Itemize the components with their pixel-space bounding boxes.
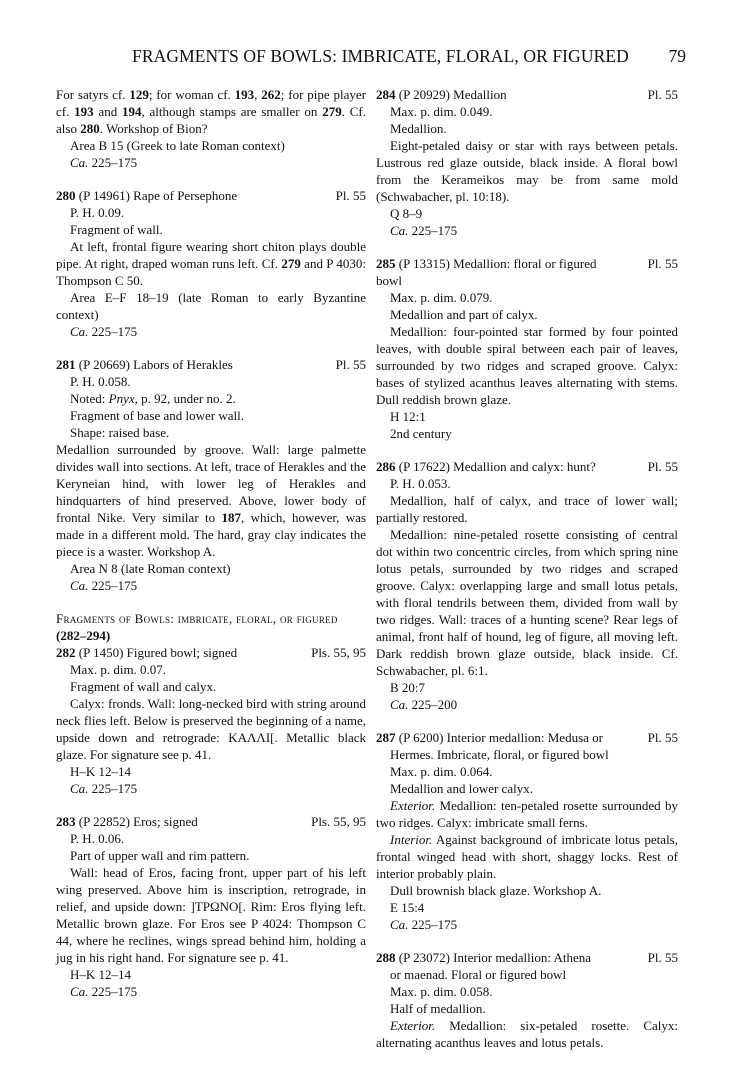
catalog-number: 283 [56,814,76,829]
catalog-entry-281 [56,356,366,594]
date [56,983,366,1000]
text-run: (P 13315) Medallion: floral or figured bowl [376,256,597,288]
entry-heading [376,729,678,763]
text-run: (P 17622) Medallion and calyx: hunt? [395,459,596,474]
left-column [56,86,366,1016]
catalog-entry-288 [376,949,678,1051]
description: Wall: head of Eros, facing front, upper part of his left wing preserved. Above him is inscription, retrograde, in relief, and upside down: ]ΤΡΩΝΟ[. Rim: Eros flying left. Metallic brown glaze. For Eros see P 4024: Thompson C 44, where he reclines, wings spread behind him, holding a jug in his right hand. For signature see p. 41. [56,865,366,965]
catalog-number: 279 [281,256,301,271]
plate-reference: Pl. 55 [647,950,678,965]
italic-text: Exterior. [390,1018,436,1033]
catalog-entry-282 [56,644,366,797]
text-run: 225–175 [88,781,138,796]
plate-reference: Pl. 55 [647,459,678,474]
dimensions: Max. p. dim. 0.064. [390,764,493,779]
italic-text: Exterior. [390,798,436,813]
catalog-entry-286 [376,458,678,713]
plate-reference: Pl. 55 [647,730,678,745]
description: Calyx: fronds. Wall: long-necked bird with string around neck flies left. Below is preserved the beginning of a name, upside down and retrograde: ΚΑΛΛΙ[. Metallic black glaze. For signature see p. 41. [56,696,366,762]
text-run: 225–175 [408,223,458,238]
page-number: 79 [668,46,686,66]
interior-description [376,831,678,882]
text-run: or maenad. Floral or figured bowl [390,967,567,982]
italic-text: Ca. [70,155,89,170]
text-run: (P 1450) Figured bowl; signed [75,645,238,660]
catalog-number: 287 [376,730,396,745]
text-run: and P 4030: Thompson C 50. [56,256,366,288]
catalog-number: 193 [234,87,255,102]
preservation: Part of upper wall and rim pattern. [70,848,250,863]
text-run: . Cf. also [56,104,366,136]
findspot: Area N 8 (late Roman context) [70,561,231,576]
dimensions: Max. p. dim. 0.079. [390,290,493,305]
entry-heading [376,255,678,289]
entry-heading [56,187,366,204]
preservation: Fragment of wall and calyx. [70,679,217,694]
date [56,154,366,171]
date [56,780,366,797]
entry-heading [376,86,678,103]
text-run: Against background of imbricate lotus petals, frontal winged head with short, shaggy locks. Rest of interior probably plain. [376,832,678,881]
preservation: Medallion and lower calyx. [390,781,533,796]
description [56,441,366,560]
italic-text: Ca. [70,984,89,999]
description [56,238,366,289]
text-run: At left, frontal figure wearing short chiton plays double pipe. At right, draped woman runs left. Cf. [56,239,366,271]
findspot: Area E–F 18–19 (late Roman to early Byzantine context) [56,290,366,322]
text-run: (P 23072) Interior medallion: Athena [395,950,592,965]
catalog-number: 280 [80,121,100,136]
text-run: , [254,87,262,102]
catalog-number: 194 [121,104,142,119]
date [56,577,366,594]
text-run: , although stamps are smaller on [141,104,323,119]
findspot: H–K 12–14 [70,764,132,779]
catalog-number: 129 [129,87,149,102]
italic-text: Ca. [70,781,89,796]
catalog-number: 280 [56,188,76,203]
text-run: and [93,104,122,119]
description: Eight-petaled daisy or star with rays between petals. Lustrous red glaze outside, black inside. A floral bowl from the Kerameikos may be from same mold (Schwabacher, pl. 10:18). [376,138,678,204]
italic-text: Interior. [390,832,433,847]
text-run: (P 20669) Labors of Herakles [75,357,233,372]
preservation: Fragment of wall. [70,222,163,237]
text-run: ; for woman cf. [148,87,235,102]
entry-heading [56,644,366,661]
findspot: B 20:7 [390,680,426,695]
text-run: (P 14961) Rape of Persephone [75,188,238,203]
findspot: H–K 12–14 [70,967,132,982]
text-run: (P 22852) Eros; signed [75,814,198,829]
description: Medallion: nine-petaled rosette consisting of central dot within two concentric circles, from which spring nine lotus petals, surrounded by two ridges and scraped groove. Calyx: overlapping large and small lotus petals, with floral tendrils between them, divided from wall by two ridges. Wall: traces of a hunting scene? Rear legs of animal, front half of hound, leg of figure, all moving left. Dark reddish brown glaze outside, black inside. Cf. Schwabacher, pl. 6:1. [376,527,678,678]
catalog-entry-287 [376,729,678,933]
dimensions: P. H. 0.058. [70,374,131,389]
italic-text: Pnyx, [108,391,138,406]
plate-reference: Pls. 55, 95 [311,814,366,829]
description: Medallion: four-pointed star formed by four pointed leaves, with double spiral between each pair of leaves, surrounded by two ridges and scraped groove. Calyx: bases of stylized acanthus leaves alternating with stems. Dull reddish brown glaze. [376,324,678,407]
entry-279-continuation [56,86,366,171]
catalog-number: 285 [376,256,396,271]
text-run: 225–175 [88,155,138,170]
catalog-number: 279 [322,104,342,119]
text-run: Medallion: six-petaled rosette. Calyx: alternating acanthus leaves and lotus petals. [376,1018,678,1050]
catalog-number: 286 [376,459,396,474]
exterior-description [376,1017,678,1051]
entry-heading [56,356,366,373]
text-run: 225–200 [408,697,458,712]
findspot: E 15:4 [390,900,425,915]
italic-text: Ca. [70,324,89,339]
text-run: (P 20929) Medallion [395,87,507,102]
catalog-number: 284 [376,87,396,102]
catalog-entry-280 [56,187,366,340]
findspot: H 12:1 [390,409,426,424]
findspot: Area B 15 (Greek to late Roman context) [70,138,285,153]
text-run: Hermes. Imbricate, floral, or figured bowl [390,747,609,762]
catalog-number: 187 [221,510,241,525]
catalog-number: 281 [56,357,76,372]
italic-text: Ca. [390,917,409,932]
italic-text: Ca. [70,578,89,593]
plate-reference: Pl. 55 [335,357,366,372]
catalog-entry-285 [376,255,678,442]
preservation: Medallion and part of calyx. [390,307,538,322]
entry-heading [376,458,678,475]
italic-text: Ca. [390,697,409,712]
text-run: . Workshop of Bion? [99,121,208,136]
date: 2nd century [390,426,452,441]
date [376,916,678,933]
text-run: (P 6200) Interior medallion: Medusa or [395,730,603,745]
dimensions: P. H. 0.06. [70,831,125,846]
text-run: Noted: [70,391,109,406]
section-range: (282–294) [56,628,111,643]
carryover-text [56,86,366,137]
text-run: ; for pipe player cf. [56,87,367,119]
dimensions: Max. p. dim. 0.07. [70,662,167,677]
dimensions: P. H. 0.053. [390,476,451,491]
entry-heading [376,949,678,983]
dimensions: P. H. 0.09. [70,205,125,220]
shape: Shape: raised base. [70,425,170,440]
preservation: Half of medallion. [390,1001,486,1016]
section-heading: Fragments of Bowls: imbricate, floral, or figured [56,611,338,626]
exterior-description [376,797,678,831]
date [56,323,366,340]
entry-heading [56,813,366,830]
text-run: 225–175 [88,984,138,999]
right-column [376,86,678,1067]
bibliography [56,390,366,407]
preservation: Medallion, half of calyx, and trace of lower wall; partially restored. [376,493,678,525]
preservation: Fragment of base and lower wall. [70,408,245,423]
text-run: 225–175 [408,917,458,932]
text-run: For satyrs cf. [56,87,130,102]
text-run: Medallion surrounded by groove. Wall: large palmette divides wall into sections. At left, trace of Herakles and the Keryneian hind, with lower leg of Herakles and hindquarters of hind preserved. Above, lower body of frontal Nike. Very similar to [56,442,366,525]
text-run: 225–175 [88,324,138,339]
catalog-number: 262 [261,87,281,102]
italic-text: Ca. [390,223,409,238]
catalog-number: 193 [74,104,94,119]
text-run: , which, however, was made in a different mold. The hard, gray clay indicates the piece is a waster. Workshop A. [56,510,366,559]
plate-reference: Pl. 55 [647,87,678,102]
running-title: FRAGMENTS OF BOWLS: IMBRICATE, FLORAL, OR FIGURED [132,46,629,66]
findspot: Q 8–9 [390,206,423,221]
date [376,696,678,713]
catalog-entry-284 [376,86,678,239]
preservation: Medallion. [390,121,447,136]
text-run: p. 92, under no. 2. [137,391,236,406]
plate-reference: Pl. 55 [647,256,678,271]
text-run: 225–175 [88,578,138,593]
catalog-number: 288 [376,950,396,965]
text-run: Medallion: ten-petaled rosette surrounded by two ridges. Calyx: imbricate small ferns. [376,798,678,830]
catalog-number: 282 [56,645,76,660]
plate-reference: Pl. 55 [335,188,366,203]
date [376,222,678,239]
dimensions: Max. p. dim. 0.049. [390,104,493,119]
catalog-entry-283 [56,813,366,1000]
glaze: Dull brownish black glaze. Workshop A. [390,883,602,898]
running-header [132,46,686,70]
plate-reference: Pls. 55, 95 [311,645,366,660]
dimensions: Max. p. dim. 0.058. [390,984,493,999]
